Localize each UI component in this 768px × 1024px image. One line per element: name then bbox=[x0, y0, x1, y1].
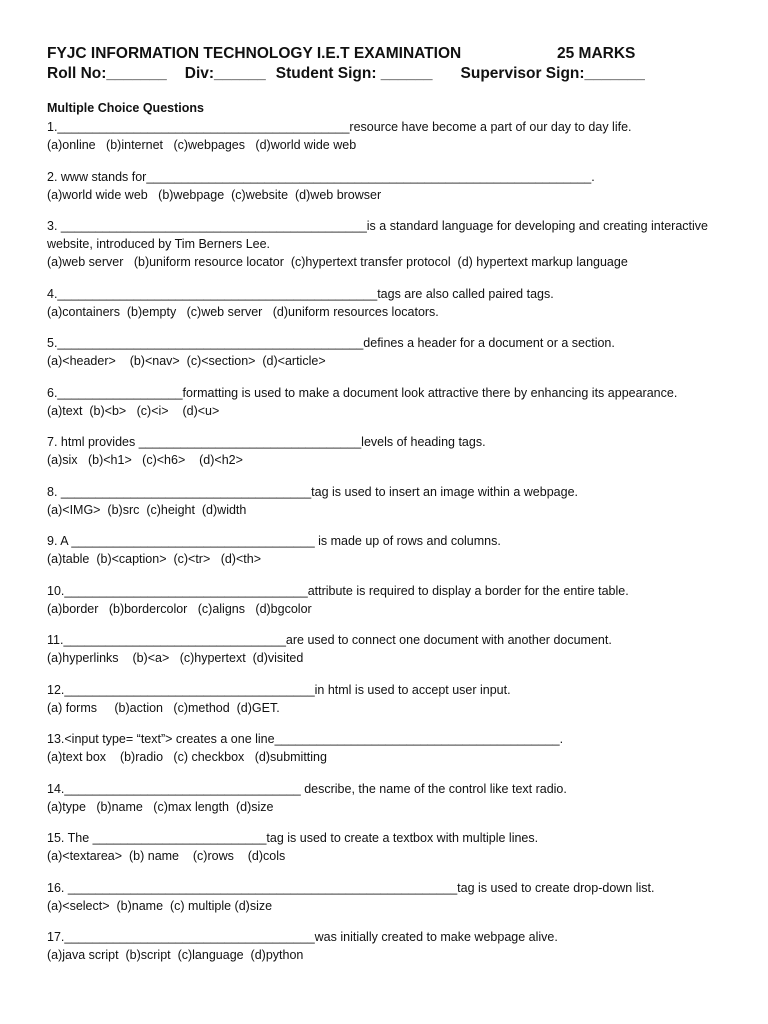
question-stem: 11.________________________________are used to connect one document with another document. bbox=[47, 633, 612, 647]
question-item bbox=[47, 217, 727, 271]
header-line-2 bbox=[47, 64, 747, 84]
total-marks: 25 MARKS bbox=[557, 45, 636, 62]
question-stem: 3. ____________________________________________is a standard language for developing and creating interactive website, introduced by Tim Berners Lee. bbox=[47, 219, 712, 251]
question-item bbox=[47, 582, 727, 618]
div-field: Div:______ bbox=[184, 65, 266, 82]
question-options: (a)six (b)<h1> (c)<h6> (d)<h2> bbox=[47, 453, 243, 467]
question-stem: 13.<input type= “text”> creates a one line_________________________________________. bbox=[47, 732, 564, 746]
question-item bbox=[47, 631, 727, 667]
question-options: (a)<IMG> (b)src (c)height (d)width bbox=[47, 502, 247, 517]
question-item bbox=[47, 384, 727, 420]
question-options: (a)<select> (b)name (c) multiple (d)size bbox=[47, 898, 273, 913]
question-item bbox=[47, 928, 727, 964]
question-options: (a)<textarea> (b) name (c)rows (d)cols bbox=[47, 849, 286, 863]
question-item bbox=[47, 433, 727, 469]
header-line-1 bbox=[47, 44, 747, 64]
question-options: (a)border (b)bordercolor (c)aligns (d)bgcolor bbox=[47, 601, 312, 616]
question-options: (a)world wide web (b)webpage (c)website (d)web browser bbox=[47, 187, 382, 202]
question-stem: 12.____________________________________in html is used to accept user input. bbox=[47, 682, 511, 697]
question-stem: 8. ____________________________________tag is used to insert an image within a webpage. bbox=[47, 484, 578, 499]
question-item bbox=[47, 285, 727, 321]
roll-no-field: Roll No:_______ bbox=[47, 65, 167, 82]
question-stem: 16. ________________________________________________________tag is used to create drop-down list. bbox=[47, 880, 655, 895]
exam-header bbox=[47, 44, 747, 84]
question-options: (a)text (b)<b> (c)<i> (d)<u> bbox=[47, 403, 220, 418]
question-item bbox=[47, 532, 727, 568]
question-stem: 7. html provides ________________________________levels of heading tags. bbox=[47, 435, 486, 449]
supervisor-sign-field: Supervisor Sign:_______ bbox=[460, 65, 645, 82]
exam-title: FYJC INFORMATION TECHNOLOGY I.E.T EXAMINATION bbox=[47, 45, 462, 62]
question-options: (a)type (b)name (c)max length (d)size bbox=[47, 799, 274, 814]
question-stem: 6.__________________formatting is used to make a document look attractive there by enhancing its appearance. bbox=[47, 385, 678, 400]
question-options: (a)web server (b)uniform resource locator (c)hypertext transfer protocol (d) hypertext markup language bbox=[47, 255, 628, 269]
question-item bbox=[47, 483, 727, 519]
question-stem: 5.____________________________________________defines a header for a document or a section. bbox=[47, 336, 615, 350]
question-item bbox=[47, 168, 727, 204]
question-stem: 17.____________________________________was initially created to make webpage alive. bbox=[47, 930, 558, 944]
student-sign-field: Student Sign: ______ bbox=[275, 65, 433, 82]
question-stem: 4.______________________________________________tags are also called paired tags. bbox=[47, 286, 554, 301]
question-stem: 15. The _________________________tag is used to create a textbox with multiple lines. bbox=[47, 831, 539, 845]
question-list bbox=[47, 118, 727, 978]
question-stem: 14.__________________________________ describe, the name of the control like text radio. bbox=[47, 781, 567, 796]
question-options: (a)text box (b)radio (c) checkbox (d)submitting bbox=[47, 750, 327, 764]
question-options: (a)hyperlinks (b)<a> (c)hypertext (d)visited bbox=[47, 651, 304, 665]
question-item bbox=[47, 681, 727, 717]
question-options: (a)online (b)internet (c)webpages (d)world wide web bbox=[47, 138, 357, 152]
question-stem: 10.___________________________________attribute is required to display a border for the entire table. bbox=[47, 583, 629, 598]
question-item bbox=[47, 829, 727, 865]
question-options: (a)containers (b)empty (c)web server (d)uniform resources locators. bbox=[47, 304, 439, 319]
question-item bbox=[47, 780, 727, 816]
question-item bbox=[47, 730, 727, 766]
question-stem: 2. www stands for________________________________________________________________. bbox=[47, 169, 595, 184]
question-item bbox=[47, 118, 727, 154]
question-item bbox=[47, 334, 727, 370]
question-options: (a)java script (b)script (c)language (d)python bbox=[47, 948, 304, 962]
question-item bbox=[47, 879, 727, 915]
question-options: (a)table (b)<caption> (c)<tr> (d)<th> bbox=[47, 552, 261, 566]
question-options: (a) forms (b)action (c)method (d)GET. bbox=[47, 700, 280, 715]
question-stem: 9. A ___________________________________ is made up of rows and columns. bbox=[47, 534, 501, 548]
question-options: (a)<header> (b)<nav> (c)<section> (d)<article> bbox=[47, 354, 326, 368]
question-stem: 1.__________________________________________resource have become a part of our day to day life. bbox=[47, 120, 632, 134]
section-title: Multiple Choice Questions bbox=[47, 101, 204, 115]
